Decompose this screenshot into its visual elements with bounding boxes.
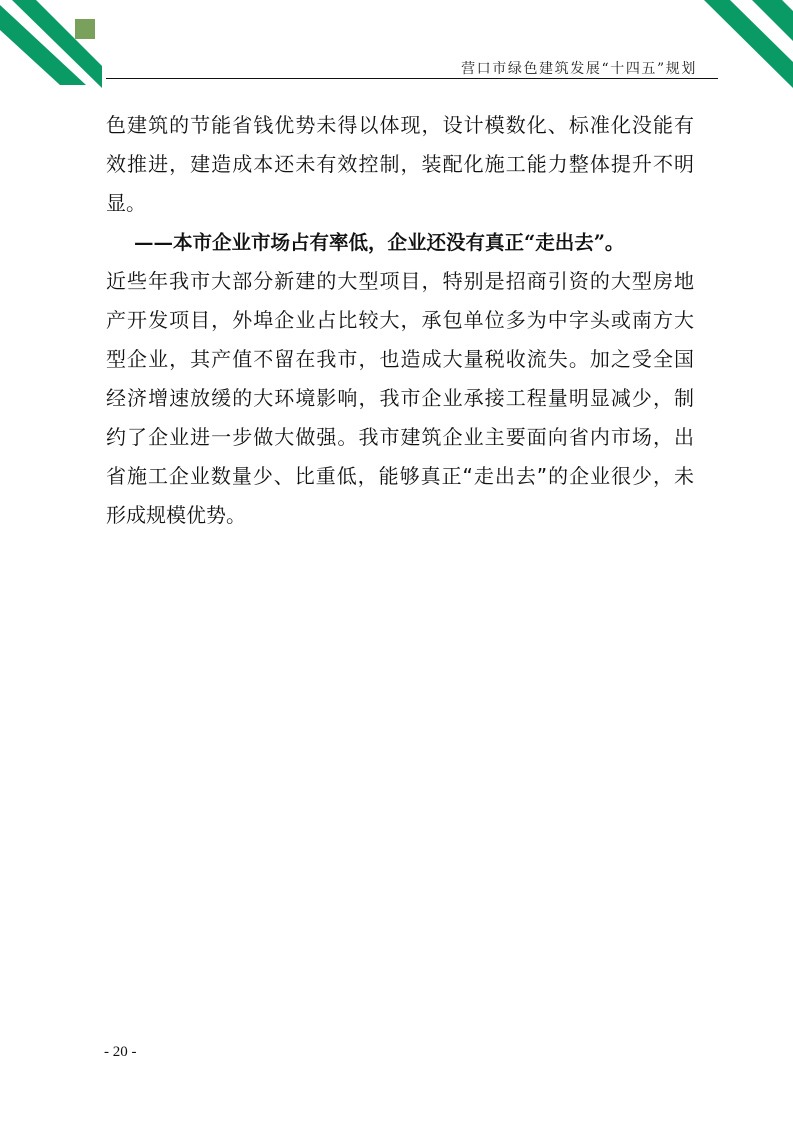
body-line-2: 效推进，建造成本还未有效控制，装配化施工能力整体提升不明	[106, 152, 694, 176]
body-text	[106, 106, 694, 535]
green-square-mark	[75, 19, 95, 39]
header-decoration	[0, 0, 793, 110]
body-line-10: 省施工企业数量少、比重低，能够真正“走出去”的企业很少，未	[106, 464, 694, 488]
body-line-8: 经济增速放缓的大环境影响，我市企业承接工程量明显减少，制	[106, 386, 694, 410]
body-line-5: 近些年我市大部分新建的大型项目，特别是招商引资的大型房地	[106, 269, 694, 293]
body-line-3: 显。	[106, 191, 146, 215]
header-title: 营口市绿色建筑发展“十四五”规划	[461, 61, 697, 77]
section-heading: ——本市企业市场占有率低，企业还没有真正“走出去”。	[134, 231, 625, 254]
body-line-9: 约了企业进一步做大做强。我市建筑企业主要面向省内市场，出	[106, 425, 694, 449]
body-line-1: 色建筑的节能省钱优势未得以体现，设计模数化、标准化没能有	[106, 113, 694, 137]
body-line-7: 型企业，其产值不留在我市，也造成大量税收流失。加之受全国	[106, 347, 694, 371]
page-number: - 20 -	[104, 1044, 137, 1060]
body-line-11: 形成规模优势。	[106, 503, 246, 527]
header-rule	[106, 78, 718, 79]
body-line-6: 产开发项目，外埠企业占比较大，承包单位多为中字头或南方大	[106, 308, 694, 332]
